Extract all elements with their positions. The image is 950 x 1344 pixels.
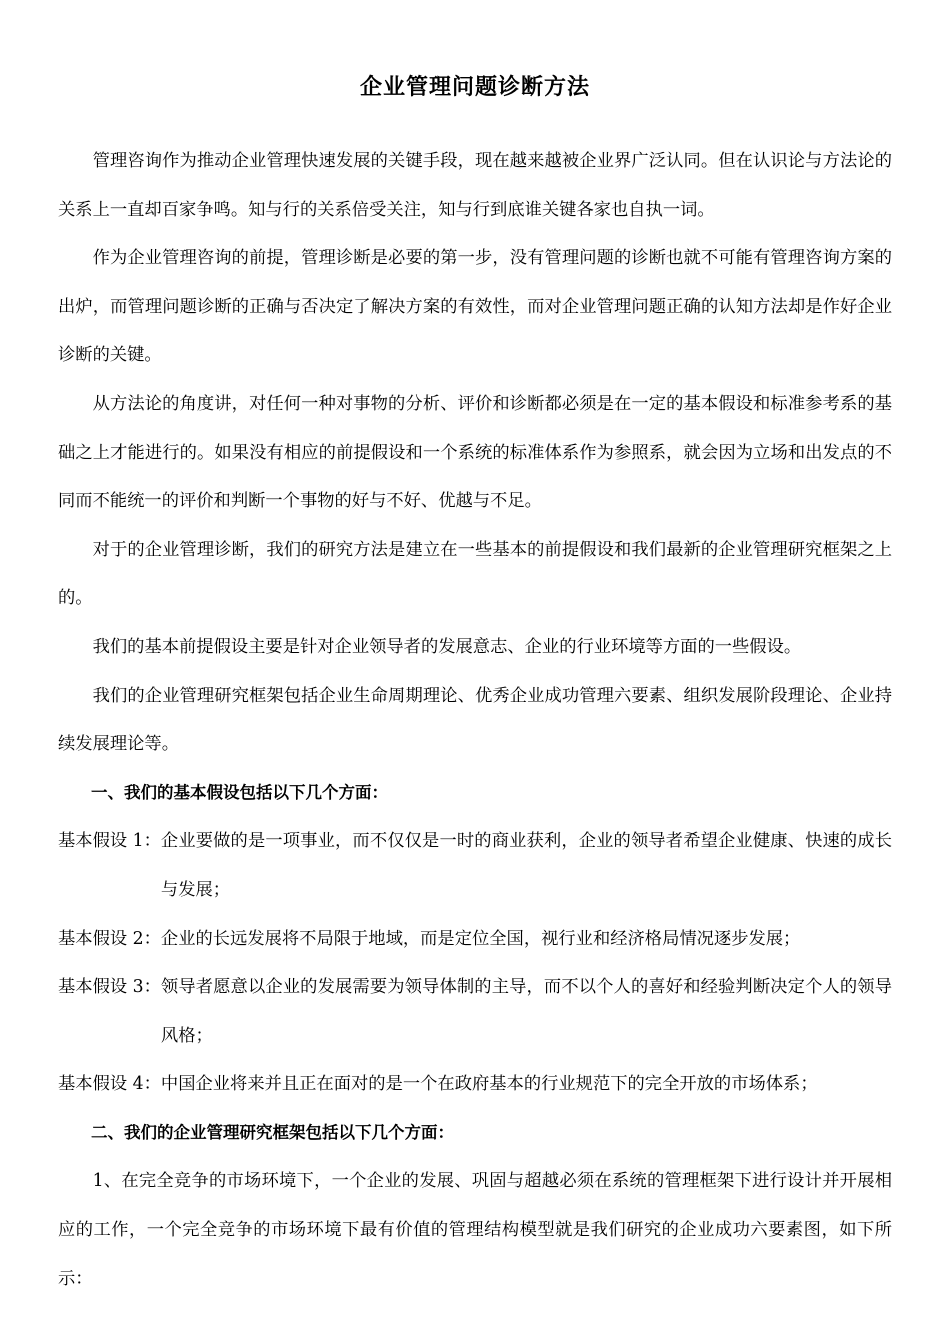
assumption-text: 企业要做的是一项事业，而不仅仅是一时的商业获利，企业的领导者希望企业健康、快速的成长与发展； (160, 831, 892, 900)
paragraph: 我们的基本前提假设主要是针对企业领导者的发展意志、企业的行业环境等方面的一些假设。 (92, 636, 802, 657)
assumption-text: 领导者愿意以企业的发展需要为领导体制的主导，而不以个人的喜好和经验判断决定个人的领导风格； (160, 977, 892, 1046)
paragraph: 从方法论的角度讲，对任何一种对事物的分析、评价和诊断都必须是在一定的基本假设和标准参考系的基础之上才能进行的。如果没有相应的前提假设和一个系统的标准体系作为参照系，就会因为立场和出发点的不同而不能统一的评价和判断一个事物的好与不好、优越与不足。 (58, 393, 892, 512)
assumption-text: 中国企业将来并且正在面对的是一个在政府基本的行业规范下的完全开放的市场体系； (160, 1074, 818, 1095)
paragraph: 对于的企业管理诊断，我们的研究方法是建立在一些基本的前提假设和我们最新的企业管理研究框架之上的。 (58, 539, 892, 609)
assumption-item (58, 1060, 892, 1109)
assumption-label: 基本假设 2： (58, 928, 161, 949)
section-heading: 一、我们的基本假设包括以下几个方面： (91, 782, 388, 802)
assumption-text: 企业的长远发展将不局限于地域，而是定位全国，视行业和经济格局情况逐步发展； (160, 928, 801, 949)
assumption-item (58, 817, 892, 914)
document-title: 企业管理问题诊断方法 (359, 75, 590, 100)
assumption-item (58, 915, 892, 964)
section-heading: 二、我们的企业管理研究框架包括以下几个方面： (91, 1122, 454, 1142)
assumption-label: 基本假设 1： (58, 831, 161, 852)
paragraph: 1、在完全竞争的市场环境下，一个企业的发展、巩固与超越必须在系统的管理框架下进行设计并开展相应的工作，一个完全竞争的市场环境下最有价值的管理结构模型就是我们研究的企业成功六要素图，如下所示： (58, 1171, 892, 1289)
paragraph: 作为企业管理咨询的前提，管理诊断是必要的第一步，没有管理问题的诊断也就不可能有管理咨询方案的出炉，而管理问题诊断的正确与否决定了解决方案的有效性，而对企业管理问题正确的认知方法却是作好企业诊断的关键。 (58, 248, 892, 366)
assumption-item (58, 963, 892, 1060)
assumption-label: 基本假设 4： (58, 1074, 161, 1095)
assumption-label: 基本假设 3： (58, 977, 161, 998)
paragraph: 我们的企业管理研究框架包括企业生命周期理论、优秀企业成功管理六要素、组织发展阶段理论、企业持续发展理论等。 (58, 685, 892, 755)
paragraph: 管理咨询作为推动企业管理快速发展的关键手段，现在越来越被企业界广泛认同。但在认识论与方法论的关系上一直却百家争鸣。知与行的关系倍受关注，知与行到底谁关键各家也自执一词。 (58, 151, 892, 220)
document-body (58, 137, 892, 1303)
